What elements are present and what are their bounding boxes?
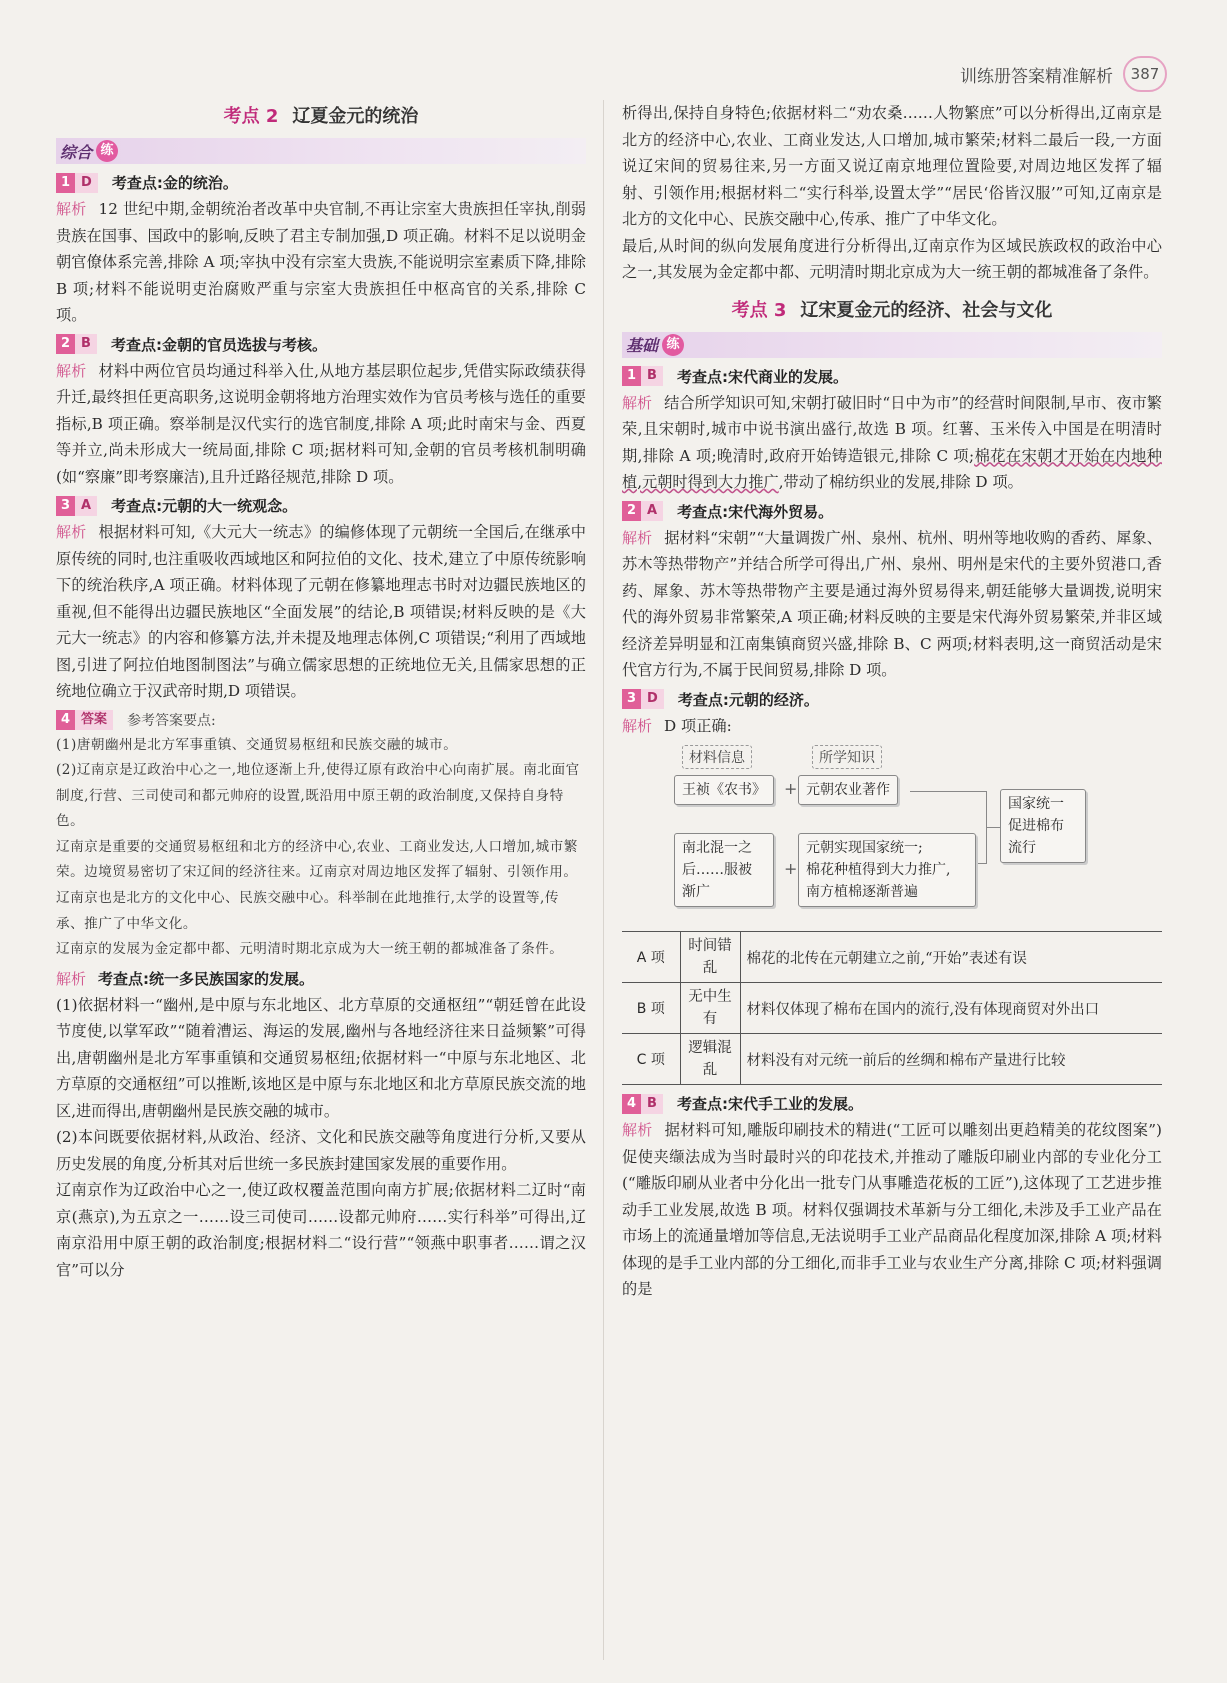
question-badge: 3 A [56,496,97,516]
continued-paragraph: 析得出,保持自身特色;依据材料二“劝农桑……人物繁庶”可以分析得出,辽南京是北方的经济中心,农业、工商业发达,人口增加,城市繁荣;材料二最后一段,一方面说辽宋间的贸易往来,另一方面又说辽南京地理位置险要,对周边地区发挥了辐射、引领作用;根据材料二“实行科举,设置太学”“居民‘俗皆汉服’”可知,辽南京是北方的文化中心、民族交融中心,传承、推广了中华文化。 [622,104,1162,228]
question-badge: 2 B [56,334,97,354]
exam-point: 考查点:统一多民族国家的发展。 [98,969,315,988]
band-zonghe [56,138,586,164]
option-label: C 项 [622,1034,680,1085]
plus-sign: + [784,779,798,798]
question-3-head [56,495,586,516]
page-number: 387 [1123,56,1167,92]
error-type: 逻辑混乱 [680,1034,740,1085]
option-row [622,983,1162,1034]
box-yuan-agri-work: 元朝农业著作 [798,775,898,805]
column-divider [603,100,604,1660]
reasoning-diagram [622,745,1162,925]
exam-point: 考查点:金的统治。 [111,174,238,192]
question-2-analysis: 解析 据材料“宋朝”“大量调拨广州、泉州、杭州、明州等地收购的香药、犀象、苏木等热带物产”并结合所学可得出,广州、泉州、明州是宋代的主要外贸港口,香药、犀象、苏木等热带物产主要是通过海外贸易得来,朝廷能够大量调拨,说明宋代的海外贸易非常繁荣,A 项正确;材料反映的主要是宋代海外贸易繁荣,并非区域经济差异明显和江南集镇商贸兴盛,排除 B、C 两项;材料表明,这一商贸活动是宋代官方行为,不属于民间贸易,排除 D 项。 [622,528,1162,679]
analysis-label: 解析 [56,523,87,541]
question-4-head [56,710,586,730]
question-3-lead: 解析 D 项正确: [622,716,732,735]
section-title-kd2 [56,102,586,128]
question-2-head [622,501,1162,522]
analysis-paragraph-1: (1)依据材料一“幽州,是中原与东北地区、北方草原的交通枢纽”“朝廷曾在此设节度使,以掌军政”“随着漕运、海运的发展,幽州与各地经济往来日益频繁”可得出,唐朝幽州是北方军事重镇和交通贸易枢纽;依据材料一“中原与东北地区、北方草原的交通枢纽”可以推断,该地区是中原与东北地区和北方草原民族交流的地区,进而得出,唐朝幽州是民族交融的城市。 [56,995,586,1120]
question-1-head [56,172,586,193]
analysis-label: 解析 [56,969,87,988]
question-3-head [622,689,1162,710]
analysis-label: 解析 [56,200,87,218]
box-knowledge: 元朝实现国家统一; 棉花种植得到大力推广, 南方植棉逐渐普遍 [798,833,976,907]
band-label: 基础 [626,336,659,355]
question-badge: 4 答案 [56,710,113,730]
analysis-label: 解析 [622,1121,653,1139]
question-badge: 1 D [56,173,98,193]
label-material-info: 材料信息 [682,745,752,769]
section-title-kd3 [622,296,1162,322]
question-badge: 4 B [622,1094,663,1114]
question-2-head [56,334,586,355]
lian-icon: 练 [96,140,118,162]
reference-label: 参考答案要点: [127,712,216,729]
question-badge: 1 B [622,366,663,386]
exam-point: 考查点:宋代手工业的发展。 [676,1095,863,1113]
question-badge: 3 D [622,689,664,709]
analysis-label: 解析 [56,361,87,380]
question-3-analysis: 解析 根据材料可知,《大元大一统志》的编修体现了元朝统一全国后,在继承中原传统的同时,也注重吸收西域地区和阿拉伯的文化、技术,建立了中原传统影响下的统治秩序,A 项正确。材料体现了元朝在修纂地理志书时对边疆民族地区的重视,但不能得出边疆民族地区“全面发展”的结论,B 项错误;材料反映的是《大元大一统志》的内容和修纂方法,并未提及地理志体例,C 项错误;“利用了西域地图,引进了阿拉伯地图制图法”与确立儒家思想的正统地位无关,且儒家思想的正统地位确立于汉武帝时期,D 项错误。 [56,523,586,700]
exam-point: 考查点:宋代商业的发展。 [676,367,848,386]
section-title-text: 辽夏金元的统治 [292,106,419,127]
exam-point: 考查点:元朝的经济。 [677,690,819,709]
option-row [622,932,1162,983]
plus-sign: + [784,859,798,878]
box-conclusion: 国家统一 促进棉布 流行 [1000,789,1086,863]
analysis-label: 解析 [622,528,653,547]
kd-label: 考点 2 [223,106,279,127]
analysis-paragraph-2: (2)本问既要依据材料,从政治、经济、文化和民族交融等角度进行分析,又要从历史发展的角度,分析其对后世统一多民族封建国家发展的重要作用。 [56,1128,586,1173]
connector-line [978,863,986,864]
option-explanation: 材料仅体现了棉布在国内的流行,没有体现商贸对外出口 [740,983,1162,1034]
answer-point-3: 辽南京是重要的交通贸易枢纽和北方的经济中心,农业、工商业发达,人口增加,城市繁荣。边境贸易密切了宋辽间的经济往来。辽南京对周边地区发挥了辐射、引领作用。 [56,838,578,881]
answer-point-4: 辽南京也是北方的文化中心、民族交融中心。科举制在此地推行,太学的设置等,传承、推广了中华文化。 [56,890,559,932]
left-column [56,100,586,1283]
option-explanation: 棉花的北传在元朝建立之前,“开始”表述有误 [740,932,1162,983]
question-4-analysis: 解析 据材料可知,雕版印刷技术的精进(“工匠可以雕刻出更趋精美的花纹图案”)促使夹缬法成为当时最时兴的印花技术,并推动了雕版印刷业内部的专业化分工(“雕版印刷从业者中分化出一批专门从事雕造花板的工匠”),这体现了工艺进步推动手工业发展,故选 B 项。材料仅强调技术革新与分工细化,未涉及手工业产品在市场上的流通量增加等信息,无法说明手工业产品商品化程度加深,排除 A 项;材料体现的是手工业内部的分工细化,而非手工业与农业生产分离,排除 C 项;材料强调的是 [622,1121,1162,1298]
options-table [622,931,1162,1085]
header-title: 训练册答案精准解析 [960,66,1113,87]
analysis-label: 解析 [622,716,653,735]
option-label: B 项 [622,983,680,1034]
page-header [960,56,1167,92]
connector-line [910,791,986,792]
section-title-text: 辽宋夏金元的经济、社会与文化 [800,299,1053,321]
analysis-label: 解析 [622,393,653,412]
analysis-paragraph-3: 辽南京作为辽政治中心之一,使辽政权覆盖范围向南方扩展;依据材料二辽时“南京(燕京),为五京之一……设三司使司……设都元帅府……实行科举”可得出,辽南京沿用中原王朝的政治制度;根据材料二“设行营”“领燕中职事者……谓之汉官”可以分 [56,1181,586,1279]
answer-point-5: 辽南京的发展为金定都中都、元明清时期北京成为大一统王朝的都城准备了条件。 [56,941,564,958]
option-explanation: 材料没有对元统一前后的丝绸和棉布产量进行比较 [740,1034,1162,1085]
band-jichu [622,332,1162,358]
question-4-analysis-head [56,968,586,989]
kd-label: 考点 3 [731,299,787,321]
option-label: A 项 [622,932,680,983]
label-known-knowledge: 所学知识 [812,745,882,769]
lian-icon: 练 [662,334,684,356]
continued-paragraph-2: 最后,从时间的纵向发展角度进行分析得出,辽南京作为区域民族政权的政治中心之一,其发展为金定都中都、元明清时期北京成为大一统王朝的都城准备了条件。 [622,236,1162,281]
answer-point-1: (1)唐朝幽州是北方军事重镇、交通贸易枢纽和民族交融的城市。 [56,736,458,753]
question-2-analysis: 解析 材料中两位官员均通过科举入仕,从地方基层职位起步,凭借实际政绩获得升迁,最终担任更高职务,这说明金朝将地方治理实效作为官员考核与选任的重要指标,B 项正确。察举制是汉代实行的选官制度,排除 A 项;此时南宋与金、西夏等并立,尚未形成大一统局面,排除 C 项;据材料可知,金朝的官员考核机制明确(如“察廉”即考察廉洁),且升迁路径规范,排除 D 项。 [56,361,586,486]
box-wangzhen-nongshu: 王祯《农书》 [674,775,774,805]
right-column [622,100,1162,1303]
error-type: 时间错乱 [680,932,740,983]
question-4-head [622,1093,1162,1114]
exam-point: 考查点:金朝的官员选拔与考核。 [110,335,327,354]
question-1-head [622,366,1162,387]
band-label: 综合 [60,142,93,162]
question-1-analysis: 解析 结合所学知识可知,宋朝打破旧时“日中为市”的经营时间限制,早市、夜市繁荣,且宋朝时,城市中说书演出盛行,故选 B 项。红薯、玉米传入中国是在明清时期,排除 A 项;晚清时,政府开始铸造银元,排除 C 项;棉花在宋朝才开始在内地种植,元朝时得到大力推广,带动了棉纺织业的发展,排除 D 项。 [622,393,1162,491]
connector-line [986,827,1000,828]
box-material-quote: 南北混一之 后……服被 渐广 [674,833,774,907]
error-type: 无中生有 [680,983,740,1034]
exam-point: 考查点:元朝的大一统观念。 [111,497,298,515]
question-1-analysis: 解析 12 世纪中期,金朝统治者改革中央官制,不再让宗室大贵族担任宰执,削弱贵族在国事、国政中的影响,反映了君主专制加强,D 项正确。材料不足以说明金朝官僚体系完善,排除 A 项;宰执中没有宗室大贵族,不能说明宗室素质下降,排除 B 项;材料不能说明吏治腐败严重与宗室大贵族担任中枢高官的关系,排除 C 项。 [56,200,586,324]
option-row [622,1034,1162,1085]
wavy-underline: 棉花在宋朝才开始在内地种植,元朝时得到大力推广 [622,446,1162,491]
exam-point: 考查点:宋代海外贸易。 [677,502,834,521]
question-badge: 2 A [622,501,663,521]
answer-point-2: (2)辽南京是辽政治中心之一,地位逐渐上升,使得辽原有政治中心向南扩展。南北面官制度,行营、三司使司和都元帅府的设置,既沿用中原王朝的政治制度,又保持自身特色。 [56,762,580,830]
